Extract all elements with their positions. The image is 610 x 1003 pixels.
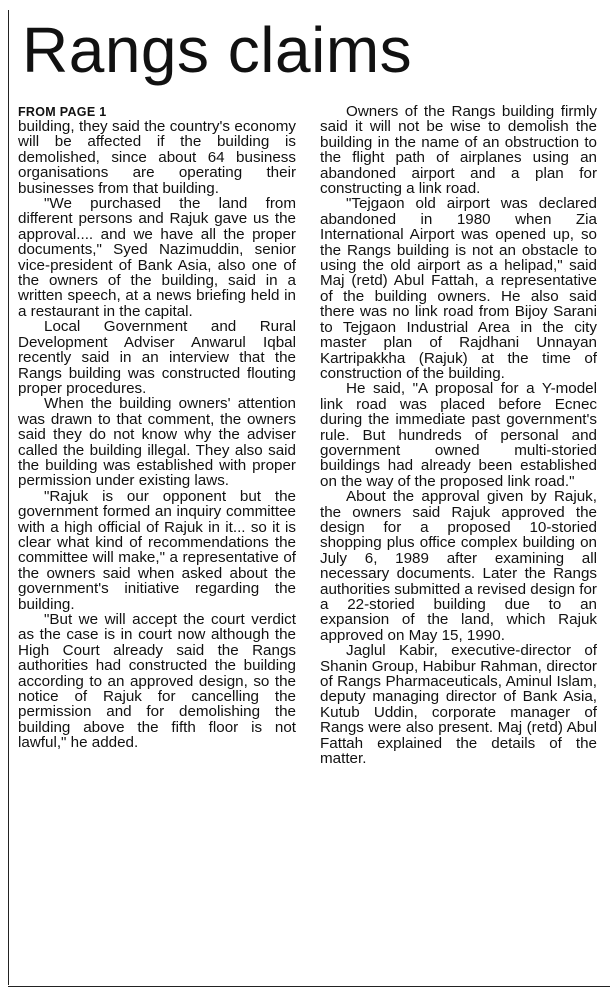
article-column-left xyxy=(18,106,296,751)
paragraph: He said, "A proposal for a Y-model link road was placed before Ecnec during the immediate past government's rule. But hundreds of personal and government owned multi-storied buildings had already been established on the way of the proposed link road." xyxy=(320,380,597,490)
paragraph: "Tejgaon old airport was declared abandoned in 1980 when Zia International Airport was opened up, so the Rangs building is not an obstacle to using the old airport as a helipad," said Maj (retd) Abul Fattah, a representative of the building owners. He also said there was no link road from Bijoy Sarani to Tejgaon Industrial Area in the city master plan of Rajdhani Unnayan Kartripakkha (Rajuk) at the time of construction of the building. xyxy=(320,195,597,382)
continuation-kicker: FROM PAGE 1 xyxy=(18,105,107,119)
paragraph: "Rajuk is our opponent but the government formed an inquiry committee with a high official of Rajuk in it... so it is clear what kind of recommendations the committee will make," a representative of the owners said when asked about the government's initiative regarding the building. xyxy=(18,487,296,613)
paragraph: building, they said the country's economy will be affected if the building is demolished, since about 64 business organisations are operating their businesses from that building. xyxy=(18,118,296,197)
paragraph: When the building owners' attention was drawn to that comment, the owners said they do not know why the adviser called the building illegal. They also said the building was established with proper permission under existing laws. xyxy=(18,395,296,490)
paragraph: "We purchased the land from different persons and Rajuk gave us the approval.... and we have all the proper documents," Syed Nazimuddin, senior vice-president of Bank Asia, also one of the owners of the building, said in a written speech, at a news briefing held in a restaurant in the capital. xyxy=(18,195,296,320)
paragraph: Owners of the Rangs building firmly said it will not be wise to demolish the building in the name of an obstruction to the flight path of airplanes using an abandoned airport and a plan for constructing a link road. xyxy=(320,103,597,198)
headline: Rangs claims xyxy=(22,14,413,86)
paragraph: About the approval given by Rajuk, the owners said Rajuk approved the design for a proposed 10-storied shopping plus office complex building on July 6, 1989 after examining all necessary documents. Later the Rangs authorities submitted a revised design for a 22-storied building due to an expansion of the land, which Rajuk approved on May 15, 1990. xyxy=(320,488,597,644)
left-column-rule xyxy=(8,10,9,985)
bottom-rule xyxy=(8,986,610,987)
article-column-right xyxy=(320,104,597,766)
paragraph: Local Government and Rural Development Adviser Anwarul Iqbal recently said in an interview that the Rangs building was constructed flouting proper procedures. xyxy=(18,318,296,397)
paragraph: "But we will accept the court verdict as the case is in court now although the High Court already said the Rangs authorities had constructed the building according to an approved design, so the notice of Rajuk for cancelling the permission and for demolishing the building above the fifth floor is not lawful," he added. xyxy=(18,611,296,752)
paragraph: Jaglul Kabir, executive-director of Shanin Group, Habibur Rahman, director of Rangs Pharmaceuticals, Aminul Islam, deputy managing director of Bank Asia, Kutub Uddin, corporate manager of Rangs were also present. Maj (retd) Abul Fattah explained the details of the matter. xyxy=(320,642,597,768)
